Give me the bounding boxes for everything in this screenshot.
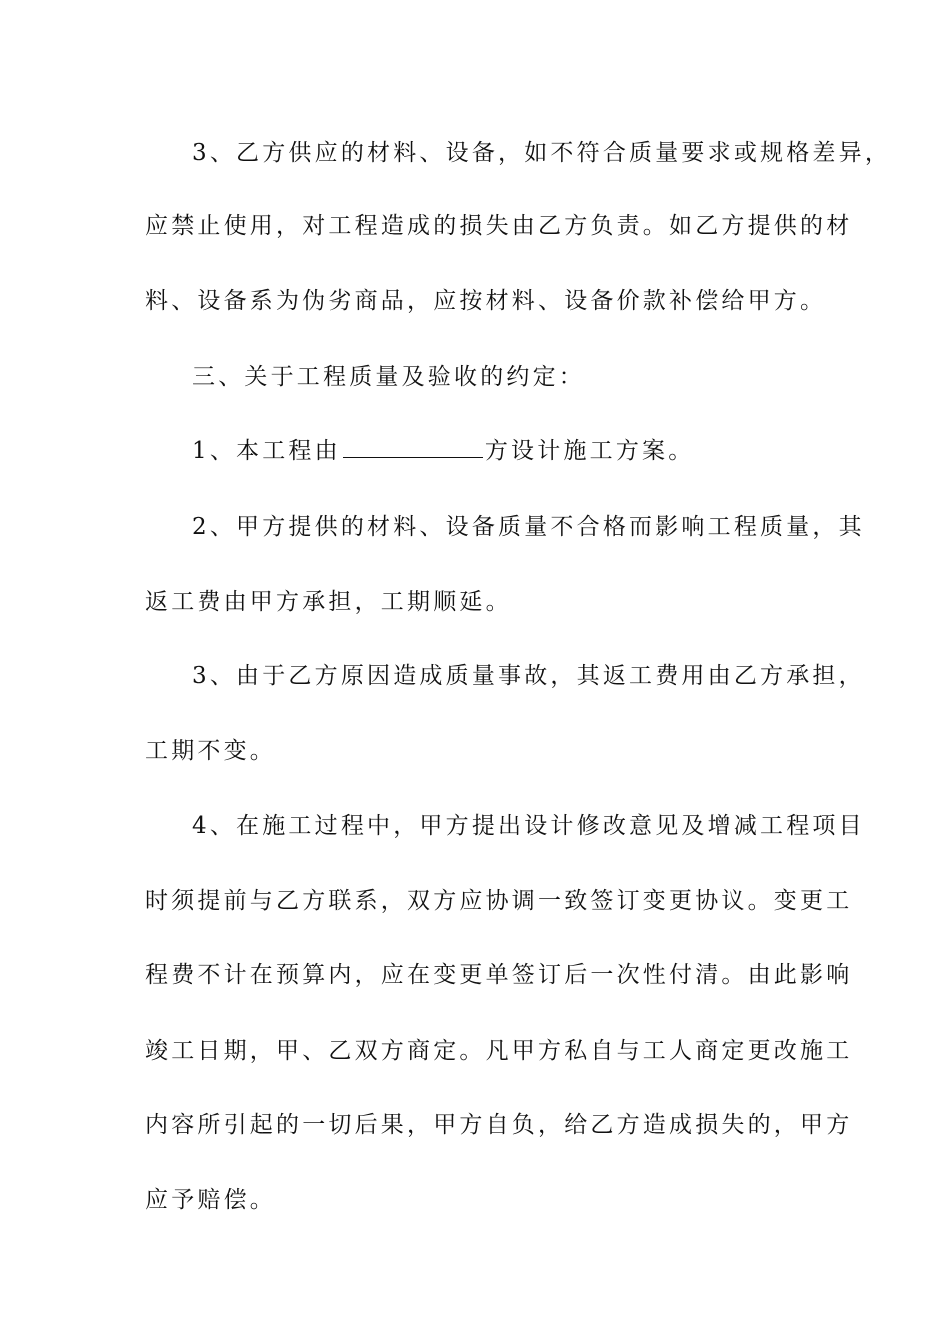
clause-3b-line-1: 3、由于乙方原因造成质量事故，其返工费用由乙方承担， xyxy=(192,663,865,689)
clause-1-prefix: 1、本工程由 xyxy=(192,438,341,464)
clause-1-line xyxy=(192,436,862,466)
clause-4-line-5: 内容所引起的一切后果，甲方自负，给乙方造成损失的，甲方 xyxy=(145,1112,853,1138)
clause-3b-line-2: 工期不变。 xyxy=(145,738,276,764)
clause-2-line-1: 2、甲方提供的材料、设备质量不合格而影响工程质量，其 xyxy=(192,514,865,540)
clause-3-line-3: 料、设备系为伪劣商品，应按材料、设备价款补偿给甲方。 xyxy=(145,288,827,314)
clause-2-line-2: 返工费由甲方承担，工期顺延。 xyxy=(145,589,512,615)
clause-1-suffix: 方设计施工方案。 xyxy=(484,438,695,464)
clause-4-line-3: 程费不计在预算内，应在变更单签订后一次性付清。由此影响 xyxy=(145,962,853,988)
clause-4-line-2: 时须提前与乙方联系，双方应协调一致签订变更协议。变更工 xyxy=(145,888,853,914)
clause-3-line-1: 3、乙方供应的材料、设备，如不符合质量要求或规格差异， xyxy=(192,140,892,166)
clause-4-line-6: 应予赔偿。 xyxy=(145,1187,276,1213)
clause-3-line-2: 应禁止使用，对工程造成的损失由乙方负责。如乙方提供的材 xyxy=(145,213,853,239)
clause-4-line-4: 竣工日期，甲、乙双方商定。凡甲方私自与工人商定更改施工 xyxy=(145,1038,853,1064)
clause-4-line-1: 4、在施工过程中，甲方提出设计修改意见及增减工程项目 xyxy=(192,813,865,839)
fill-in-blank[interactable] xyxy=(343,437,483,458)
section-heading: 三、关于工程质量及验收的约定： xyxy=(192,364,585,390)
